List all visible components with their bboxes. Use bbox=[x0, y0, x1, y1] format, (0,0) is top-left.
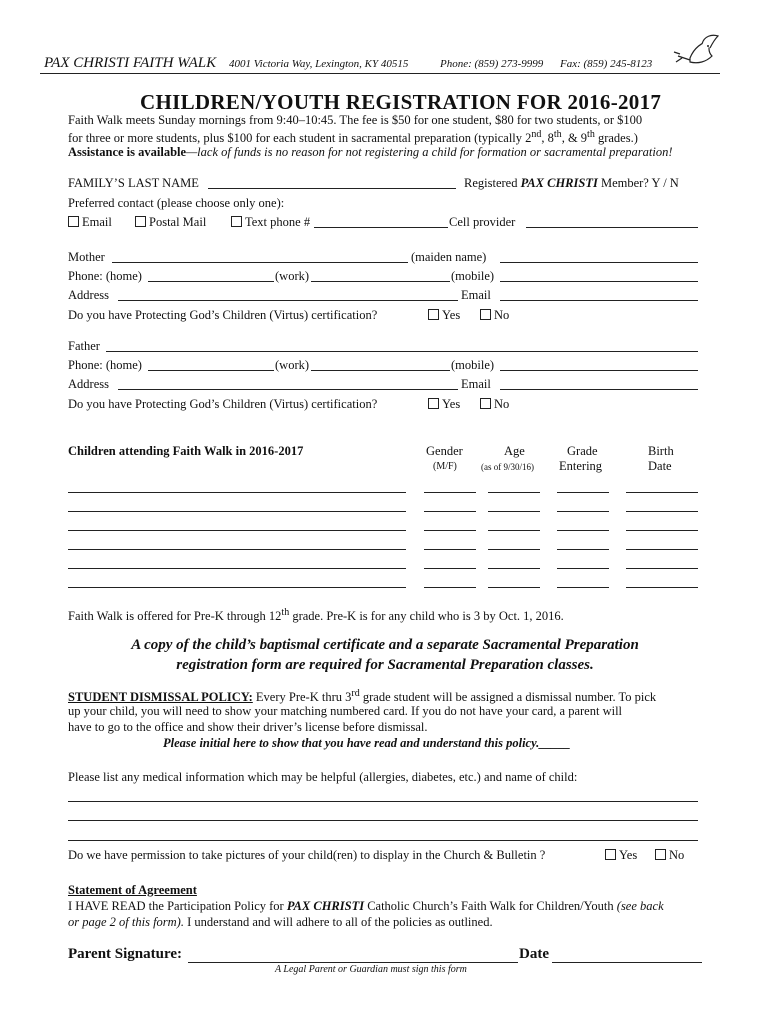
child-row-3-field-1[interactable] bbox=[68, 530, 406, 531]
child-row-4-field-3[interactable] bbox=[488, 549, 540, 550]
child-row-5-field-5[interactable] bbox=[626, 568, 698, 569]
mother-phone-home-label: Phone: (home) bbox=[68, 269, 142, 283]
checkbox[interactable] bbox=[480, 309, 491, 320]
checkbox[interactable] bbox=[231, 216, 242, 227]
father-virtus-yes[interactable]: Yes bbox=[428, 397, 460, 412]
child-row-3-field-2[interactable] bbox=[424, 530, 476, 531]
mother-work-label: (work) bbox=[275, 269, 310, 283]
mother-virtus-question: Do you have Protecting God’s Children (Virtus) certification? bbox=[68, 308, 378, 322]
mother-name-field[interactable] bbox=[112, 262, 408, 263]
child-row-6-field-2[interactable] bbox=[424, 587, 476, 588]
medical-label: Please list any medical information which may be helpful (allergies, diabetes, etc.) and name of child: bbox=[68, 770, 578, 784]
mother-home-phone-field[interactable] bbox=[148, 281, 274, 282]
org-fax: Fax: (859) 245-8123 bbox=[560, 58, 653, 70]
org-phone: Phone: (859) 273-9999 bbox=[440, 58, 544, 70]
child-row-2-field-4[interactable] bbox=[557, 511, 609, 512]
child-row-6-field-1[interactable] bbox=[68, 587, 406, 588]
date-label: Date bbox=[519, 946, 549, 962]
children-heading: Children attending Faith Walk in 2016-2017 bbox=[68, 444, 304, 458]
mother-address-field[interactable] bbox=[118, 300, 458, 301]
father-email-label: Email bbox=[461, 377, 491, 391]
child-row-4-field-4[interactable] bbox=[557, 549, 609, 550]
dismissal-line3: have to go to the office and show their driver’s license before dismissal. bbox=[68, 720, 428, 734]
father-mobile-label: (mobile) bbox=[451, 358, 495, 372]
col-gender: Gender bbox=[426, 444, 463, 458]
dove-icon bbox=[672, 32, 724, 76]
dismissal-line2: up your child, you will need to show your matching numbered card. If you do not have your card, a parent will bbox=[68, 704, 623, 718]
child-row-5-field-4[interactable] bbox=[557, 568, 609, 569]
child-row-1-field-5[interactable] bbox=[626, 492, 698, 493]
mother-mobile-field[interactable] bbox=[500, 281, 698, 282]
father-address-field[interactable] bbox=[118, 389, 458, 390]
col-age: Age bbox=[504, 444, 525, 458]
checkbox[interactable] bbox=[655, 849, 666, 860]
col-birth-sub: Date bbox=[648, 459, 672, 473]
mother-address-label: Address bbox=[68, 288, 109, 302]
col-age-sub: (as of 9/30/16) bbox=[481, 462, 534, 472]
mother-email-label: Email bbox=[461, 288, 491, 302]
child-row-6-field-3[interactable] bbox=[488, 587, 540, 588]
col-gender-sub: (M/F) bbox=[433, 461, 457, 472]
agreement-line1: I HAVE READ the Participation Policy for PAX CHRISTI Catholic Church’s Faith Walk for Children/Youth (see back bbox=[68, 899, 664, 913]
father-home-phone-field[interactable] bbox=[148, 370, 274, 371]
cell-provider-field[interactable] bbox=[526, 227, 698, 228]
intro-line2: for three or more students, plus $100 for each student in sacramental preparation (typically 2nd, 8th, & 9th grades.) bbox=[68, 129, 638, 146]
father-mobile-field[interactable] bbox=[500, 370, 698, 371]
child-row-6-field-5[interactable] bbox=[626, 587, 698, 588]
child-row-5-field-1[interactable] bbox=[68, 568, 406, 569]
child-row-4-field-2[interactable] bbox=[424, 549, 476, 550]
child-row-2-field-5[interactable] bbox=[626, 511, 698, 512]
child-row-1-field-2[interactable] bbox=[424, 492, 476, 493]
date-field[interactable] bbox=[552, 962, 702, 963]
father-label: Father bbox=[68, 339, 100, 353]
pictures-no[interactable]: No bbox=[655, 848, 684, 863]
checkbox[interactable] bbox=[605, 849, 616, 860]
text-phone-field[interactable] bbox=[314, 227, 448, 228]
mother-virtus-yes[interactable]: Yes bbox=[428, 308, 460, 323]
assistance-note: Assistance is available—lack of funds is no reason for not registering a child for formation or sacramental preparation! bbox=[68, 145, 673, 159]
child-row-3-field-4[interactable] bbox=[557, 530, 609, 531]
checkbox[interactable] bbox=[68, 216, 79, 227]
parent-signature-label: Parent Signature: bbox=[68, 946, 183, 962]
family-last-name-field[interactable] bbox=[208, 188, 456, 189]
contact-email-option[interactable]: Email bbox=[68, 215, 112, 230]
medical-line-1[interactable] bbox=[68, 801, 698, 802]
medical-line-2[interactable] bbox=[68, 820, 698, 821]
child-row-2-field-1[interactable] bbox=[68, 511, 406, 512]
child-row-4-field-1[interactable] bbox=[68, 549, 406, 550]
child-row-4-field-5[interactable] bbox=[626, 549, 698, 550]
father-email-field[interactable] bbox=[500, 389, 698, 390]
father-address-label: Address bbox=[68, 377, 109, 391]
agreement-heading: Statement of Agreement bbox=[68, 883, 197, 897]
dismissal-initial-prompt[interactable]: Please initial here to show that you have read and understand this policy._____ bbox=[163, 736, 571, 750]
child-row-3-field-5[interactable] bbox=[626, 530, 698, 531]
child-row-1-field-3[interactable] bbox=[488, 492, 540, 493]
child-row-5-field-2[interactable] bbox=[424, 568, 476, 569]
dismissal-line1: STUDENT DISMISSAL POLICY: Every Pre-K thru 3rd grade student will be assigned a dismissal number. To pick bbox=[68, 688, 657, 705]
child-row-3-field-3[interactable] bbox=[488, 530, 540, 531]
mother-work-phone-field[interactable] bbox=[311, 281, 450, 282]
cell-provider-label: Cell provider bbox=[449, 215, 516, 229]
father-phone-home-label: Phone: (home) bbox=[68, 358, 142, 372]
child-row-5-field-3[interactable] bbox=[488, 568, 540, 569]
preferred-contact-label: Preferred contact (please choose only one): bbox=[68, 196, 285, 210]
family-last-name-label: FAMILY’S LAST NAME bbox=[68, 176, 199, 190]
child-row-2-field-2[interactable] bbox=[424, 511, 476, 512]
parent-signature-field[interactable] bbox=[188, 962, 518, 963]
checkbox[interactable] bbox=[428, 398, 439, 409]
contact-text-option[interactable]: Text phone # bbox=[231, 215, 310, 230]
col-birth: Birth bbox=[648, 444, 674, 458]
registered-member: Registered PAX CHRISTI Member? Y / N bbox=[464, 176, 679, 190]
agreement-line2: or page 2 of this form). I understand and will adhere to all of the policies as outlined. bbox=[68, 915, 493, 929]
father-virtus-question: Do you have Protecting God’s Children (Virtus) certification? bbox=[68, 397, 378, 411]
child-row-6-field-4[interactable] bbox=[557, 587, 609, 588]
header-rule bbox=[40, 73, 720, 74]
child-row-1-field-4[interactable] bbox=[557, 492, 609, 493]
pictures-yes[interactable]: Yes bbox=[605, 848, 637, 863]
checkbox[interactable] bbox=[135, 216, 146, 227]
org-name: PAX CHRISTI FAITH WALK bbox=[44, 55, 217, 71]
father-work-phone-field[interactable] bbox=[311, 370, 450, 371]
intro-line1: Faith Walk meets Sunday mornings from 9:40–10:45. The fee is $50 for one student, $80 for two students, or $100 bbox=[68, 113, 643, 127]
checkbox[interactable] bbox=[428, 309, 439, 320]
baptismal-notice-line2: registration form are required for Sacramental Preparation classes. bbox=[176, 657, 594, 673]
medical-line-3[interactable] bbox=[68, 840, 698, 841]
father-virtus-no[interactable]: No bbox=[480, 397, 509, 412]
father-work-label: (work) bbox=[275, 358, 310, 372]
org-address: 4001 Victoria Way, Lexington, KY 40515 bbox=[229, 58, 409, 70]
mother-virtus-no[interactable]: No bbox=[480, 308, 509, 323]
checkbox[interactable] bbox=[480, 398, 491, 409]
father-name-field[interactable] bbox=[106, 351, 698, 352]
pictures-question: Do we have permission to take pictures of your child(ren) to display in the Church & Bulletin ? bbox=[68, 848, 546, 862]
child-row-2-field-3[interactable] bbox=[488, 511, 540, 512]
maiden-name-field[interactable] bbox=[500, 262, 698, 263]
child-row-1-field-1[interactable] bbox=[68, 492, 406, 493]
grade-note: Faith Walk is offered for Pre-K through 12th grade. Pre-K is for any child who is 3 by Oct. 1, 2016. bbox=[68, 607, 564, 624]
page-title: CHILDREN/YOUTH REGISTRATION FOR 2016-2017 bbox=[140, 90, 662, 114]
contact-postal-option[interactable]: Postal Mail bbox=[135, 215, 206, 230]
maiden-name-label: (maiden name) bbox=[411, 250, 487, 264]
col-grade: Grade bbox=[567, 444, 598, 458]
mother-label: Mother bbox=[68, 250, 105, 264]
baptismal-notice-line1: A copy of the child’s baptismal certificate and a separate Sacramental Preparation bbox=[131, 637, 639, 653]
mother-email-field[interactable] bbox=[500, 300, 698, 301]
signature-note: A Legal Parent or Guardian must sign this form bbox=[275, 964, 467, 975]
col-grade-sub: Entering bbox=[559, 459, 603, 473]
mother-mobile-label: (mobile) bbox=[451, 269, 495, 283]
